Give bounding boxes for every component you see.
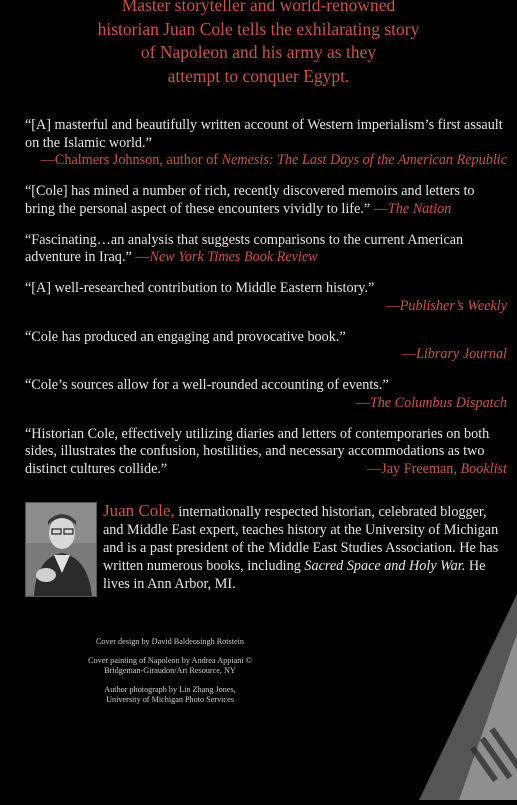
photo-credit <box>70 685 270 705</box>
tagline-line: Master storyteller and world-renowned <box>121 0 396 15</box>
quote-attribution-source: Booklist <box>460 460 507 477</box>
watermark-icon <box>419 594 517 800</box>
tagline-line: of Napoleon and his army as they <box>140 42 377 62</box>
quote-text: “Cole has produced an engaging and provocative book.” <box>25 328 346 345</box>
quote-attribution <box>135 249 317 265</box>
review-quote <box>25 117 507 170</box>
quote-attribution <box>374 201 452 217</box>
author-bio-text: internationally respected historian, celebrated blogger, and Middle East expert, teaches history at the University of Michigan and is a past president of the Middle East Studies Association. He has written numerous books, including <box>103 504 499 574</box>
credits <box>70 637 270 714</box>
quote-attribution-dash: — <box>401 346 416 362</box>
photo-credit-line: University of Michigan Photo Services <box>106 695 234 704</box>
quote-attribution-author: —Chalmers Johnson, author of <box>40 152 222 168</box>
cover-painting-credit-line: Bridgeman-Giraudon/Art Resource, NY <box>104 666 236 675</box>
quote-attribution-source: The Nation <box>387 200 452 217</box>
quote-attribution-dash: — <box>385 297 400 314</box>
quote-text: “Fascinating…an analysis that suggests comparisons to the current American adventure in Iraq.” <box>25 231 464 265</box>
quote-attribution <box>25 298 507 316</box>
quote-attribution <box>25 395 507 413</box>
cover-painting-credit <box>70 656 270 676</box>
quote-attribution <box>367 461 507 479</box>
quote-attribution-source: Library Journal <box>415 346 507 362</box>
review-quote <box>25 329 507 364</box>
photo-credit-line: Author photograph by Lin Zhang Jones, <box>104 685 236 694</box>
quote-attribution-dash: — <box>373 200 388 217</box>
tagline-line: attempt to conquer Egypt. <box>167 65 350 86</box>
quote-attribution-title: Nemesis: The Last Days of the American Republic <box>221 152 507 168</box>
quote-attribution-dash: — <box>135 249 150 265</box>
quote-text: “[A] well-researched contribution to Middle Eastern history.” <box>25 280 375 296</box>
author-bio-book-title: Sacred Space and Holy War. <box>304 558 466 574</box>
quote-text: “[A] masterful and beautifully written account of Western imperialism’s first assault on the Islamic world.” <box>25 117 503 151</box>
quote-text: “[Cole] has mined a number of rich, recently discovered memoirs and letters to bring the personal aspect of these encounters vividly to life.” <box>25 183 475 217</box>
review-quote <box>25 377 507 412</box>
review-quotes <box>25 117 507 492</box>
author-bio-text-end: He lives in Ann Arbor, MI. <box>103 558 486 592</box>
review-quote <box>25 232 507 267</box>
author-name: Juan Cole, <box>103 501 175 520</box>
quote-attribution <box>41 152 507 170</box>
author-bio <box>103 502 507 593</box>
quote-attribution-source: New York Times Book Review <box>149 249 318 265</box>
quote-text: “Historian Cole, effectively utilizing diaries and letters of contemporaries on both sides, illustrates the confusion, hostilities, and necessary accommodations as two distinct cultures collide.” <box>25 425 490 477</box>
author-photo <box>25 502 97 597</box>
quote-attribution-source: The Columbus Dispatch <box>369 394 507 411</box>
tagline <box>30 0 487 88</box>
review-quote <box>25 426 507 479</box>
review-quote <box>25 183 507 218</box>
review-quote <box>25 280 507 315</box>
author-portrait-icon <box>26 503 96 596</box>
tagline-line: historian Juan Cole tells the exhilarating story <box>97 18 420 39</box>
quote-text: “Cole’s sources allow for a well-rounded accounting of events.” <box>25 377 389 393</box>
cover-design-credit: Cover design by David Baldeosingh Rotstein <box>95 637 245 646</box>
watermark-corner <box>419 594 517 800</box>
quote-attribution <box>25 346 507 364</box>
quote-attribution-source: Publisher’s Weekly <box>399 297 507 314</box>
quote-attribution-dash: — <box>355 394 370 411</box>
cover-painting-credit-line: Cover painting of Napoleon by Andrea Appiani © <box>88 656 252 665</box>
quote-attribution-author: —Jay Freeman, <box>367 460 461 477</box>
